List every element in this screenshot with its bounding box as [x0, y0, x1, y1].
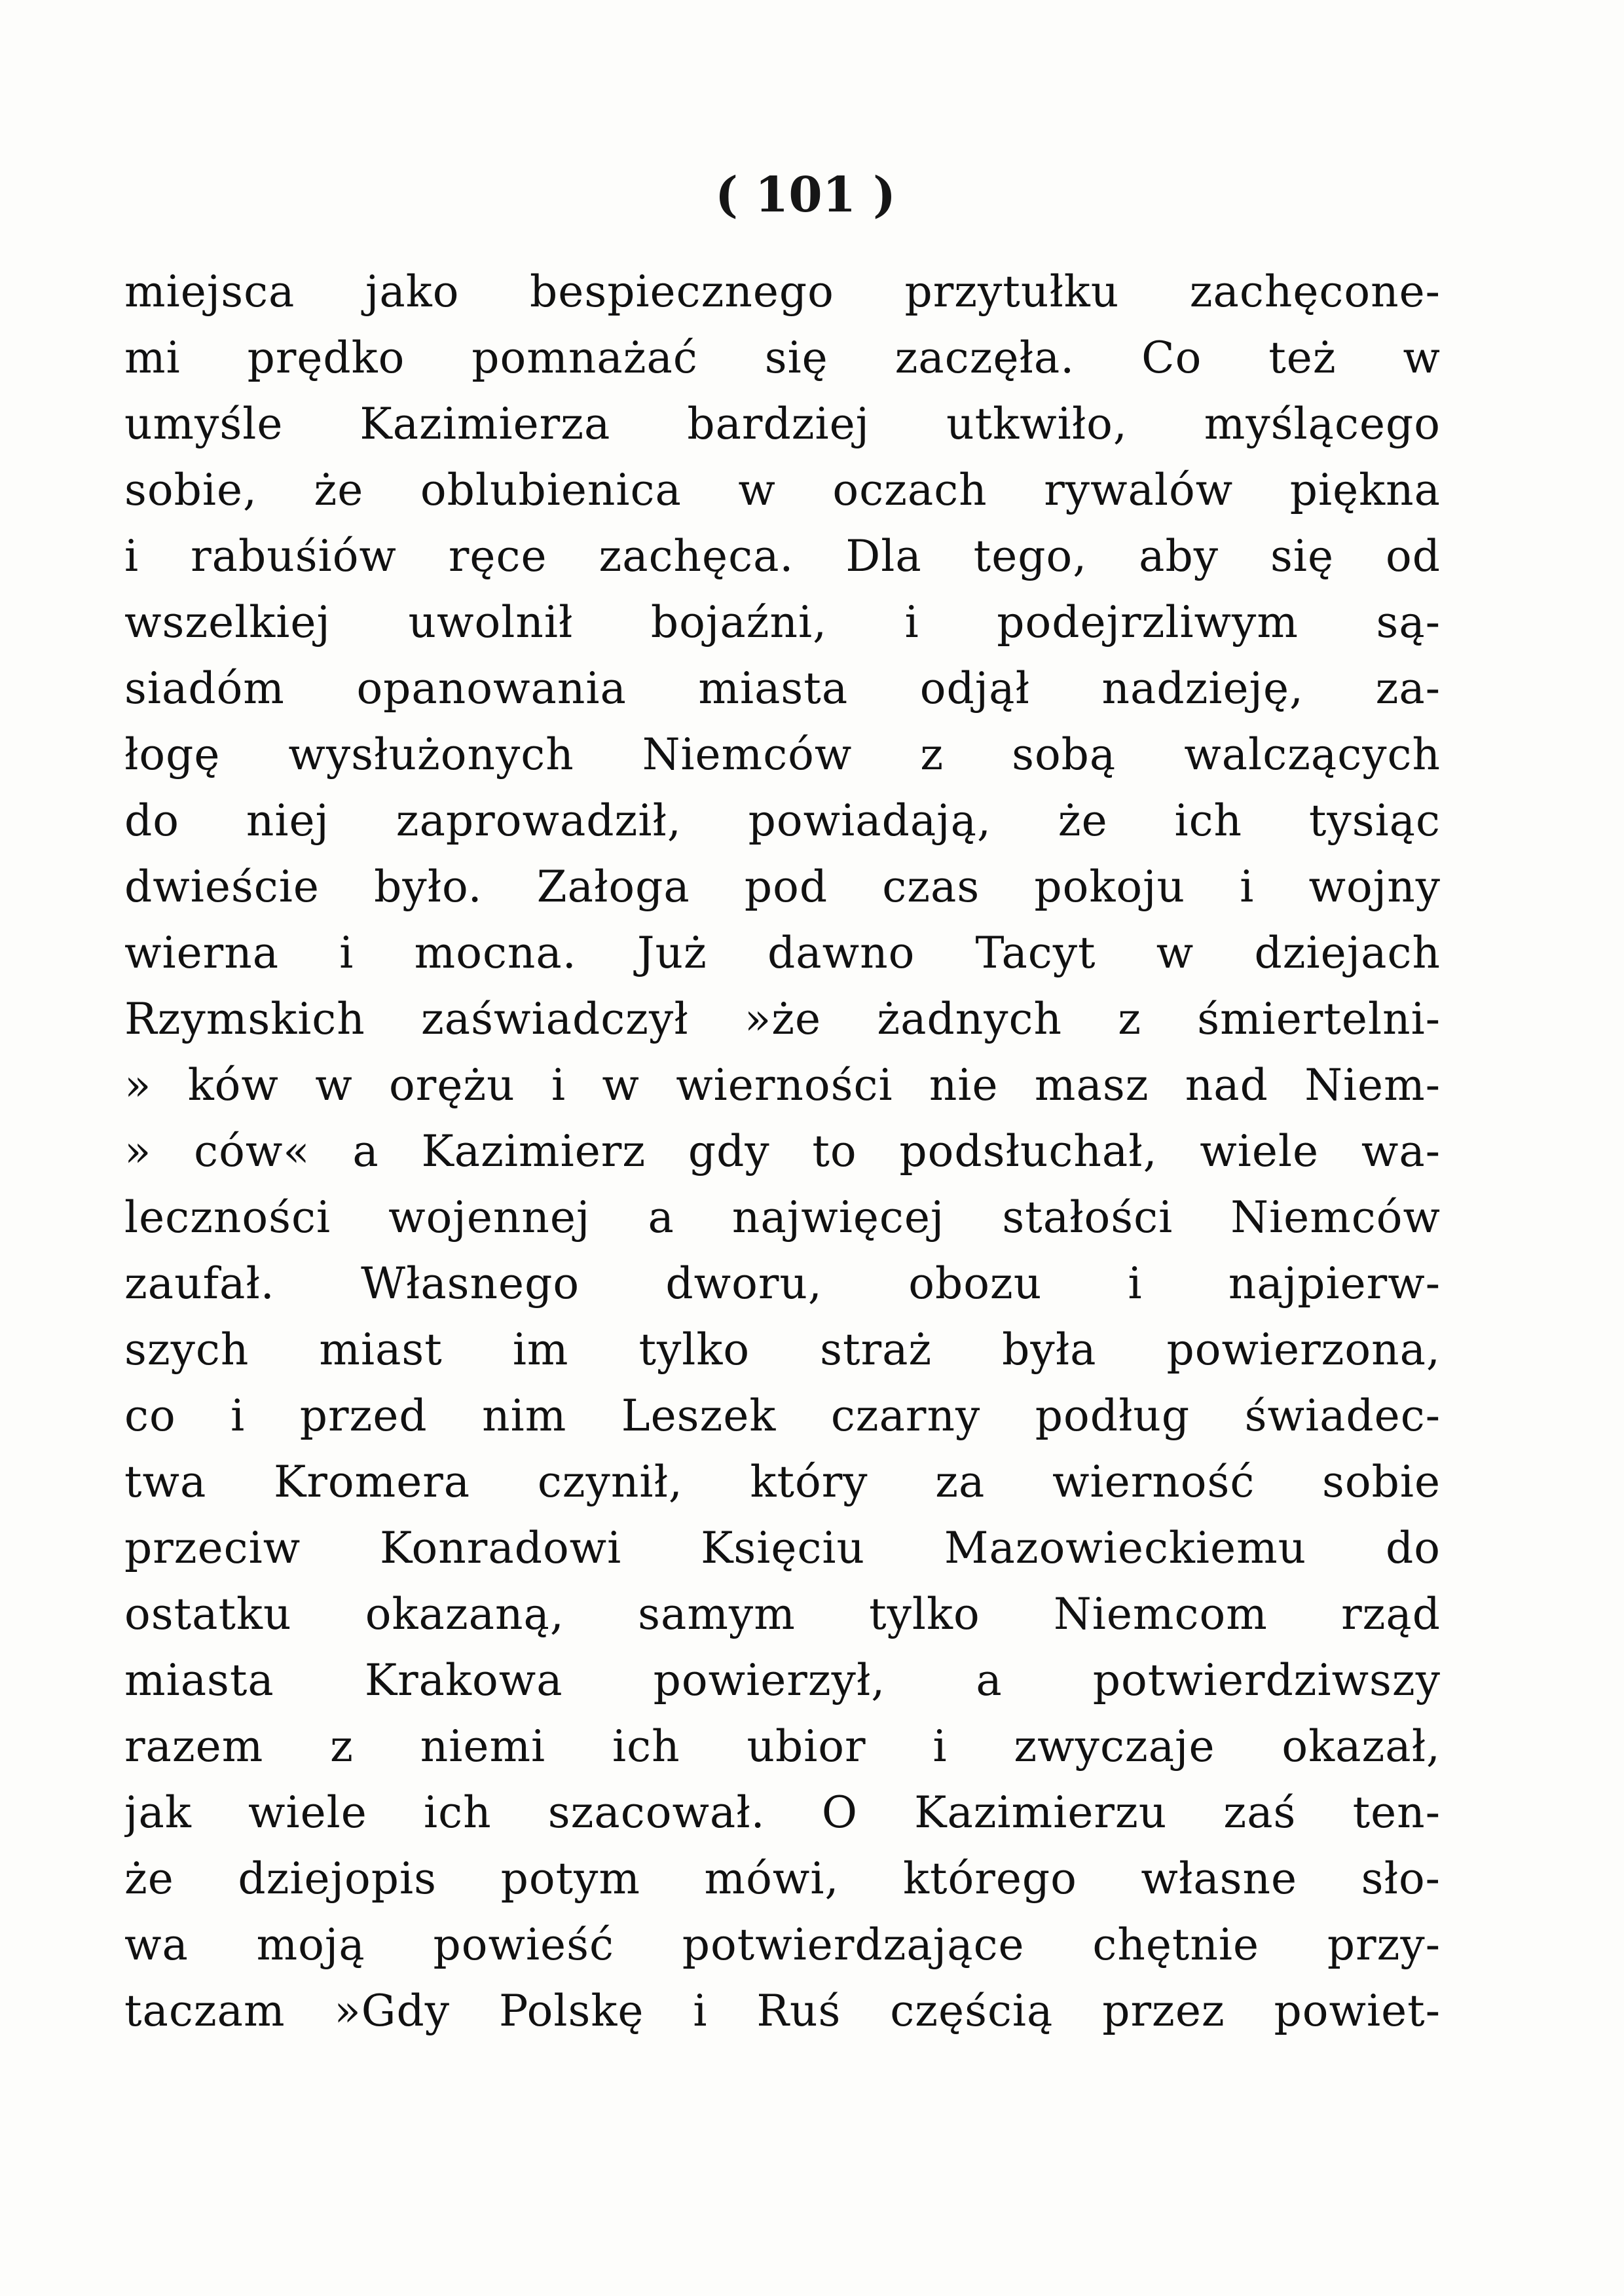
text-line: wszelkiej uwolnił bojaźni, i podejrzliwym są- — [124, 597, 1441, 647]
text-line: umyśle Kazimierza bardziej utkwiło, myślącego — [124, 399, 1441, 449]
text-line: przeciw Konradowi Księciu Mazowieckiemu do — [124, 1523, 1441, 1573]
text-line: dwieście było. Załoga pod czas pokoju i wojny — [124, 862, 1441, 912]
text-line: razem z niemi ich ubior i zwyczaje okazał, — [124, 1721, 1441, 1772]
text-line: ostatku okazaną, samym tylko Niemcom rząd — [124, 1589, 1441, 1639]
text-line: szych miast im tylko straż była powierzona, — [124, 1324, 1441, 1375]
text-line: mi prędko pomnażać się zaczęła. Co też w — [124, 333, 1441, 383]
text-line: i rabuśiów ręce zachęca. Dla tego, aby się od — [124, 531, 1441, 581]
text-line: że dziejopis potym mówi, którego własne sło- — [124, 1853, 1441, 1904]
text-line: » ców« a Kazimierz gdy to podsłuchał, wiele wa- — [124, 1126, 1441, 1176]
text-line: wa moją powieść potwierdzające chętnie przy- — [124, 1920, 1441, 1970]
text-line: do niej zaprowadził, powiadają, że ich tysiąc — [124, 795, 1441, 846]
text-line: miasta Krakowa powierzył, a potwierdziwszy — [124, 1655, 1441, 1705]
text-line: twa Kromera czynił, który za wierność sobie — [124, 1457, 1441, 1507]
text-line: » ków w orężu i w wierności nie masz nad Niem- — [124, 1060, 1441, 1110]
text-line: siadóm opanowania miasta odjął nadzieję, za- — [124, 663, 1441, 714]
text-line: co i przed nim Leszek czarny podług świadec- — [124, 1391, 1441, 1441]
text-line: łogę wysłużonych Niemców z sobą walczących — [124, 729, 1441, 780]
text-line: wierna i mocna. Już dawno Tacyt w dziejach — [124, 928, 1441, 978]
text-line: leczności wojennej a najwięcej stałości Niemców — [124, 1192, 1441, 1243]
text-line: miejsca jako bespiecznego przytułku zachęcone- — [124, 266, 1441, 317]
text-line: sobie, że oblubienica w oczach rywalów piękna — [124, 465, 1441, 515]
text-line: taczam »Gdy Polskę i Ruś częścią przez powiet- — [124, 1986, 1441, 2036]
page-number: ( 101 ) — [714, 167, 896, 223]
text-line: jak wiele ich szacował. O Kazimierzu zaś ten- — [124, 1787, 1441, 1838]
text-line: Rzymskich zaświadczył »że żadnych z śmiertelni- — [124, 994, 1441, 1044]
body-text — [124, 259, 1441, 2044]
text-line: zaufał. Własnego dworu, obozu i najpierw- — [124, 1258, 1441, 1309]
